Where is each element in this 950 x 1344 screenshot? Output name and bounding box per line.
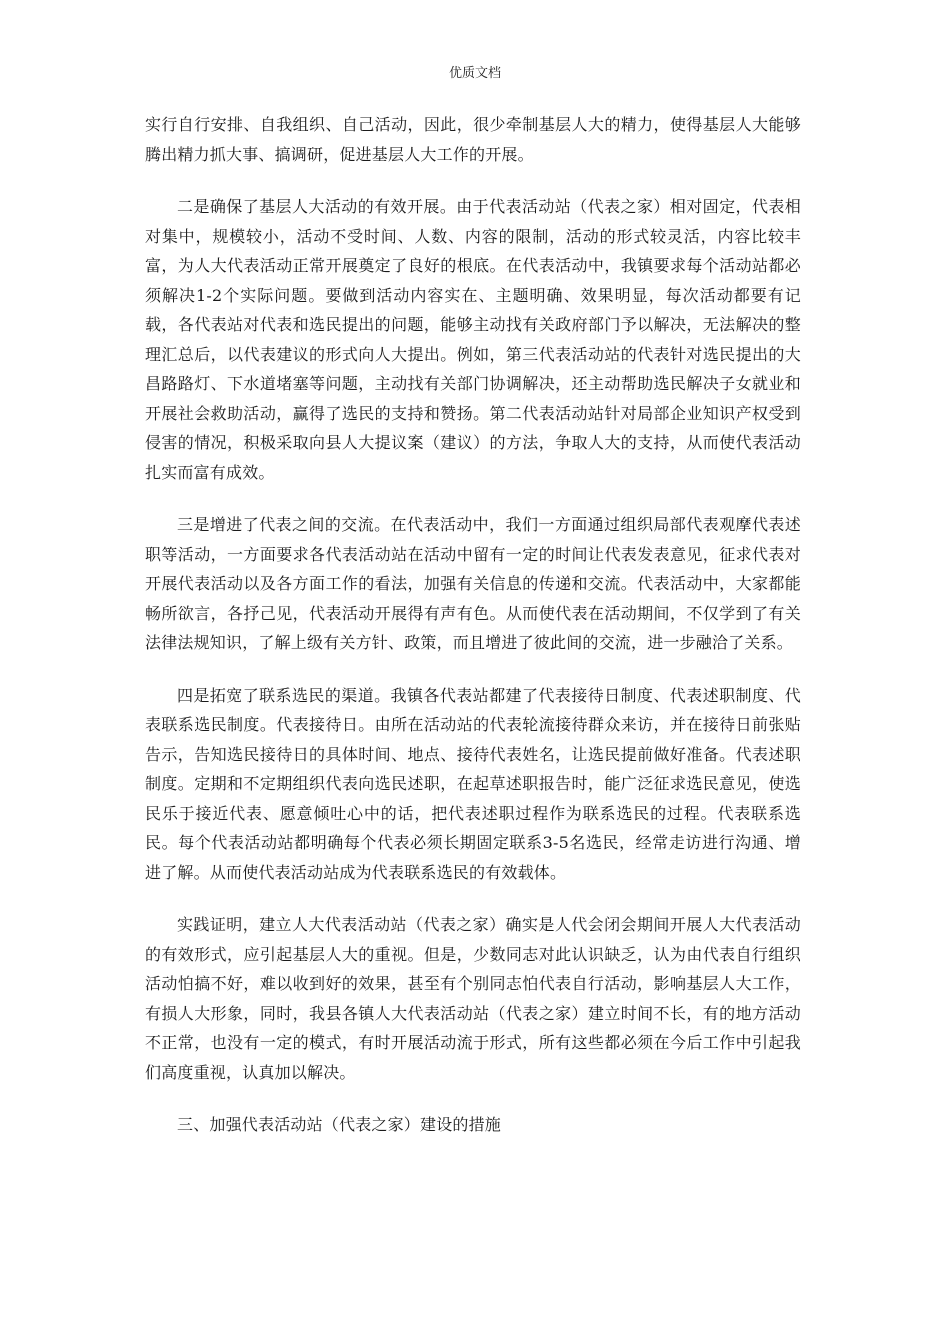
document-body (145, 110, 801, 1163)
section-heading: 三、加强代表活动站（代表之家）建设的措施 (177, 1115, 502, 1134)
page-header: 优质文档 (448, 66, 501, 81)
paragraph-point-two: 二是确保了基层人大活动的有效开展。由于代表活动站（代表之家）相对固定，代表相对集中，规模较小，活动不受时间、人数、内容的限制，活动的形式较灵活，内容比较丰富，为人大代表活动正常开展奠定了良好的根底。在代表活动中，我镇要求每个活动站都必须解决1-2个实际问题。要做到活动内容实在、主题明确、效果明显，每次活动都要有记载，各代表站对代表和选民提出的问题，能够主动找有关政府部门予以解决，无法解决的整理汇总后，以代表建议的形式向人大提出。例如，第三代表活动站的代表针对选民提出的大昌路路灯、下水道堵塞等问题，主动找有关部门协调解决，还主动帮助选民解决子女就业和开展社会救助活动，赢得了选民的支持和赞扬。第二代表活动站针对局部企业知识产权受到侵害的情况，积极采取向县人大提议案（建议）的方法，争取人大的支持，从而使代表活动扎实而富有成效。 (145, 197, 801, 482)
paragraph-point-four: 四是拓宽了联系选民的渠道。我镇各代表站都建了代表接待日制度、代表述职制度、代表联系选民制度。代表接待日。由所在活动站的代表轮流接待群众来访，并在接待日前张贴告示，告知选民接待日的具体时间、地点、接待代表姓名，让选民提前做好准备。代表述职制度。定期和不定期组织代表向选民述职，在起草述职报告时，能广泛征求选民意见，使选民乐于接近代表、愿意倾吐心中的话，把代表述职过程作为联系选民的过程。代表联系选民。每个代表活动站都明确每个代表必须长期固定联系3-5名选民，经常走访进行沟通、增进了解。从而使代表活动站成为代表联系选民的有效载体。 (145, 685, 801, 882)
paragraph-point-three: 三是增进了代表之间的交流。在代表活动中，我们一方面通过组织局部代表观摩代表述职等活动，一方面要求各代表活动站在活动中留有一定的时间让代表发表意见，征求代表对开展代表活动以及各方面工作的看法，加强有关信息的传递和交流。代表活动中，大家都能畅所欲言，各抒己见，代表活动开展得有声有色。从而使代表在活动期间，不仅学到了有关法律法规知识，了解上级有关方针、政策，而且增进了彼此间的交流，进一步融洽了关系。 (145, 515, 801, 652)
paragraph-conclusion: 实践证明，建立人大代表活动站（代表之家）确实是人代会闭会期间开展人大代表活动的有效形式，应引起基层人大的重视。但是，少数同志对此认识缺乏，认为由代表自行组织活动怕搞不好，难以收到好的效果，甚至有个别同志怕代表自行活动，影响基层人大工作，有损人大形象，同时，我县各镇人大代表活动站（代表之家）建立时间不长，有的地方活动不正常，也没有一定的模式，有时开展活动流于形式，所有这些都必须在今后工作中引起我们高度重视，认真加以解决。 (145, 915, 801, 1082)
paragraph-continuation: 实行自行安排、自我组织、自己活动，因此，很少牵制基层人大的精力，使得基层人大能够腾出精力抓大事、搞调研，促进基层人大工作的开展。 (145, 115, 801, 164)
